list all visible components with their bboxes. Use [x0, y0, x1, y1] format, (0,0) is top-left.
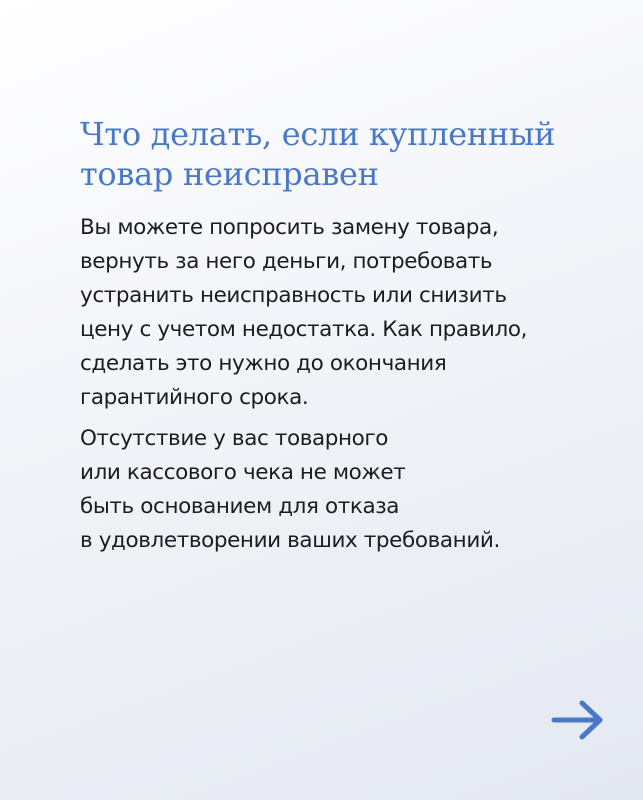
paragraph-line: цену с учетом недостатка. Как правило, [80, 317, 528, 342]
paragraph-line: или кассового чека не может [80, 460, 406, 485]
paragraph-options [80, 211, 600, 415]
paragraph-line: в удовлетворении ваших требований. [80, 528, 500, 553]
next-slide-button[interactable] [548, 697, 606, 743]
paragraph-line: Отсутствие у вас товарного [80, 426, 389, 451]
paragraph-line: устранить неисправность или снизить [80, 283, 507, 308]
paragraph-line: вернуть за него деньги, потребовать [80, 249, 493, 274]
paragraph-line: сделать это нужно до окончания [80, 351, 447, 376]
paragraph-line: Вы можете попросить замену товара, [80, 215, 499, 240]
slide-title [80, 114, 600, 194]
title-line: Что делать, если купленный [80, 115, 556, 153]
title-line: товар неисправен [80, 155, 379, 193]
arrow-right-icon [548, 697, 606, 743]
paragraph-line: гарантийного срока. [80, 385, 309, 410]
paragraph-line: быть основанием для отказа [80, 494, 400, 519]
paragraph-receipt [80, 422, 600, 558]
